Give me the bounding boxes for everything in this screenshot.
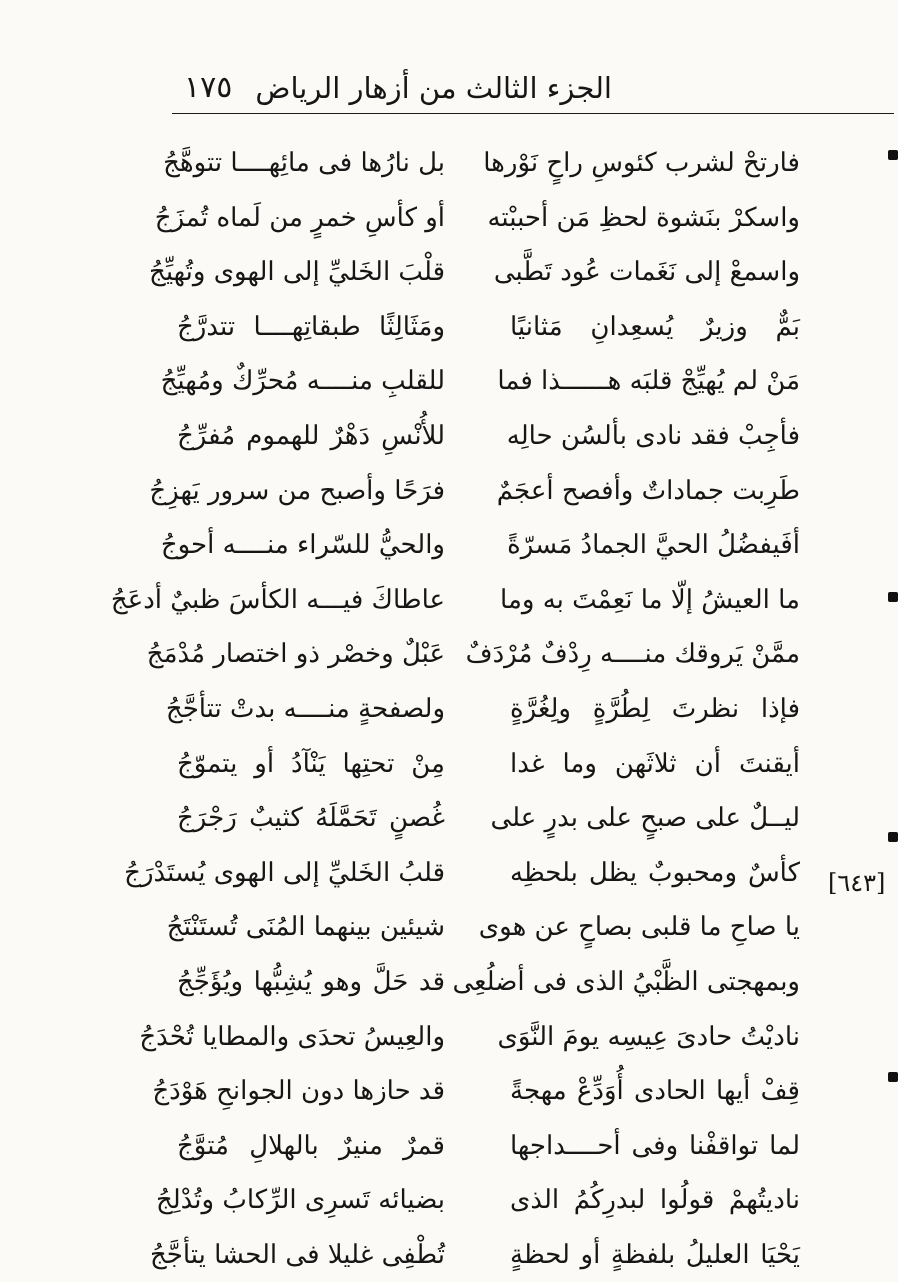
first-hemistich: واسمعْ إلى نَغَمات عُود تَطَّبى — [493, 257, 800, 288]
second-hemistich: عَبْلٌ وخصْر ذو اختصار مُدْمَجُ — [146, 639, 445, 670]
first-hemistich: يَحْيَا العليلُ بلفظةٍ أو لحظةٍ — [510, 1239, 800, 1270]
second-hemistich: قلْبَ الخَليِّ إلى الهوى وتُهيِّجُ — [149, 257, 445, 288]
first-hemistich: طَرِبت جماداتٌ وأفصح أعجَمٌ — [496, 475, 800, 506]
verse-line — [170, 737, 810, 792]
margin-mark — [888, 1072, 898, 1082]
first-hemistich: ناديْتُ حادىَ عِيسِه يومَ النَّوَى — [497, 1021, 800, 1052]
second-hemistich: قمرٌ منيرٌ بالهلالِ مُتوَّجُ — [177, 1130, 445, 1161]
second-hemistich: أو كأسِ خمرٍ من لَماه تُمزَجُ — [154, 202, 445, 233]
first-hemistich: ناديتُهمْ قولُوا لبدرِكُمُ الذى — [510, 1185, 800, 1216]
first-hemistich: بَمٌّ وزيرٌ يُسعِدانِ مَثانيًا — [510, 311, 800, 342]
margin-mark — [888, 150, 898, 160]
first-hemistich: قِفْ أيها الحادى أُوَدِّعْ مهجةً — [510, 1076, 800, 1107]
second-hemistich: بل نارُها فى مائِهــــا تتوهَّجُ — [163, 148, 445, 178]
first-hemistich: مَنْ لم يُهيِّجْ قلبَه هــــــذا فما — [497, 366, 800, 397]
first-hemistich: واسكرْ بنَشوة لحظِ مَن أحببْته — [487, 202, 800, 233]
verse-line — [152, 1064, 810, 1119]
verse-line — [170, 955, 810, 1010]
verse-line — [124, 846, 810, 901]
second-hemistich: ولصفحةٍ منــــه بدتْ تتأجَّجُ — [165, 693, 445, 724]
second-hemistich: عاطاكَ فيـــه الكأسَ ظبيٌ أدعَجُ — [110, 584, 445, 615]
verse-line — [160, 354, 810, 409]
verse-line — [163, 136, 810, 191]
page-header — [172, 66, 894, 110]
second-hemistich: ومَثَالِثًا طبقاتِهــــا تتدرَّجُ — [177, 311, 445, 342]
verse-line — [154, 191, 810, 246]
first-hemistich: لما تواقفْنا وفى أحــــداجها — [510, 1130, 800, 1161]
second-hemistich: تُطْفِى غليلا فى الحشا يتأجَّجُ — [149, 1239, 445, 1270]
verse-line — [170, 409, 810, 464]
verse-line — [149, 1228, 810, 1282]
first-hemistich: كأسٌ ومحبوبٌ يظل بلحظِه — [510, 857, 800, 888]
second-hemistich: قد حازها دون الجوانحِ هَوْدَجُ — [152, 1076, 445, 1107]
verse-line — [139, 1010, 810, 1065]
margin-mark — [888, 592, 898, 602]
second-hemistich: قد حَلَّ وهو يُشِبُّها ويُؤَجِّجُ — [177, 966, 445, 997]
verse-line — [166, 900, 810, 955]
verse-line — [110, 573, 810, 628]
first-hemistich: فارتحْ لشرب كئوسِ راحٍ نَوْرها — [483, 148, 800, 178]
first-hemistich: أيقنتَ أن ثلاثَهن وما غدا — [510, 748, 800, 779]
verse-line — [170, 300, 810, 355]
margin-mark — [888, 832, 898, 842]
first-hemistich: فأجِبْ فقد نادى بألسُن حالِه — [506, 420, 800, 451]
second-hemistich: والعِيسُ تحدَى والمطايا تُحْدَجُ — [139, 1021, 445, 1052]
second-hemistich: والحيُّ للسّراء منــــه أحوجُ — [160, 530, 445, 561]
page-number: ١٧٥ — [184, 70, 233, 105]
verse-line — [149, 464, 810, 519]
verse-line — [155, 1173, 810, 1228]
second-hemistich: للأُنْسِ دَهْرٌ للهموم مُفرِّجُ — [177, 420, 445, 451]
margin-reference: [٦٤٣] — [828, 869, 886, 897]
first-hemistich: وبمهجتى الظَّبْيُ الذى فى أضلُعِى — [452, 966, 800, 997]
second-hemistich: قلبُ الخَليِّ إلى الهوى يُستَدْرَجُ — [124, 857, 445, 888]
verse-line — [170, 1119, 810, 1174]
first-hemistich: ليــلٌ على صبحٍ على بدرٍ على — [490, 803, 800, 834]
first-hemistich: فإذا نظرتَ لِطُرَّةٍ ولِغُرَّةٍ — [510, 693, 800, 724]
first-hemistich: ممَّنْ يَروقك منــــه رِدْفٌ مُرْدَفٌ — [465, 639, 800, 670]
second-hemistich: للقلبِ منــــه مُحرِّكٌ ومُهيِّجُ — [160, 366, 445, 397]
second-hemistich: شيئين بينهما المُنَى تُستَنْتَجُ — [166, 912, 445, 943]
first-hemistich: يا صاحِ ما قلبى بصاحٍ عن هوى — [478, 912, 800, 943]
verse-line — [160, 518, 810, 573]
verse-line — [165, 682, 810, 737]
first-hemistich: أفَيفضُلُ الحيَّ الجمادُ مَسرّةً — [507, 530, 800, 561]
second-hemistich: مِنْ تحتِها يَنْآدُ أو يتموّجُ — [177, 748, 445, 779]
second-hemistich: غُصنٍ تَحَمَّلَهُ كثيبٌ رَجْرَجُ — [177, 803, 445, 834]
running-title: الجزء الثالث من أزهار الرياض — [255, 71, 612, 105]
second-hemistich: فرَحًا وأصبح من سرور يَهزِجُ — [149, 475, 445, 506]
verse-line — [146, 627, 810, 682]
poem-verses — [110, 136, 810, 1282]
verse-line — [149, 245, 810, 300]
header-rule — [172, 113, 894, 114]
second-hemistich: بضيائه تَسرِى الرِّكابُ وتُدْلِجُ — [155, 1185, 445, 1216]
verse-line — [170, 791, 810, 846]
first-hemistich: ما العيشُ إلّا ما نَعِمْتَ به وما — [500, 584, 800, 615]
